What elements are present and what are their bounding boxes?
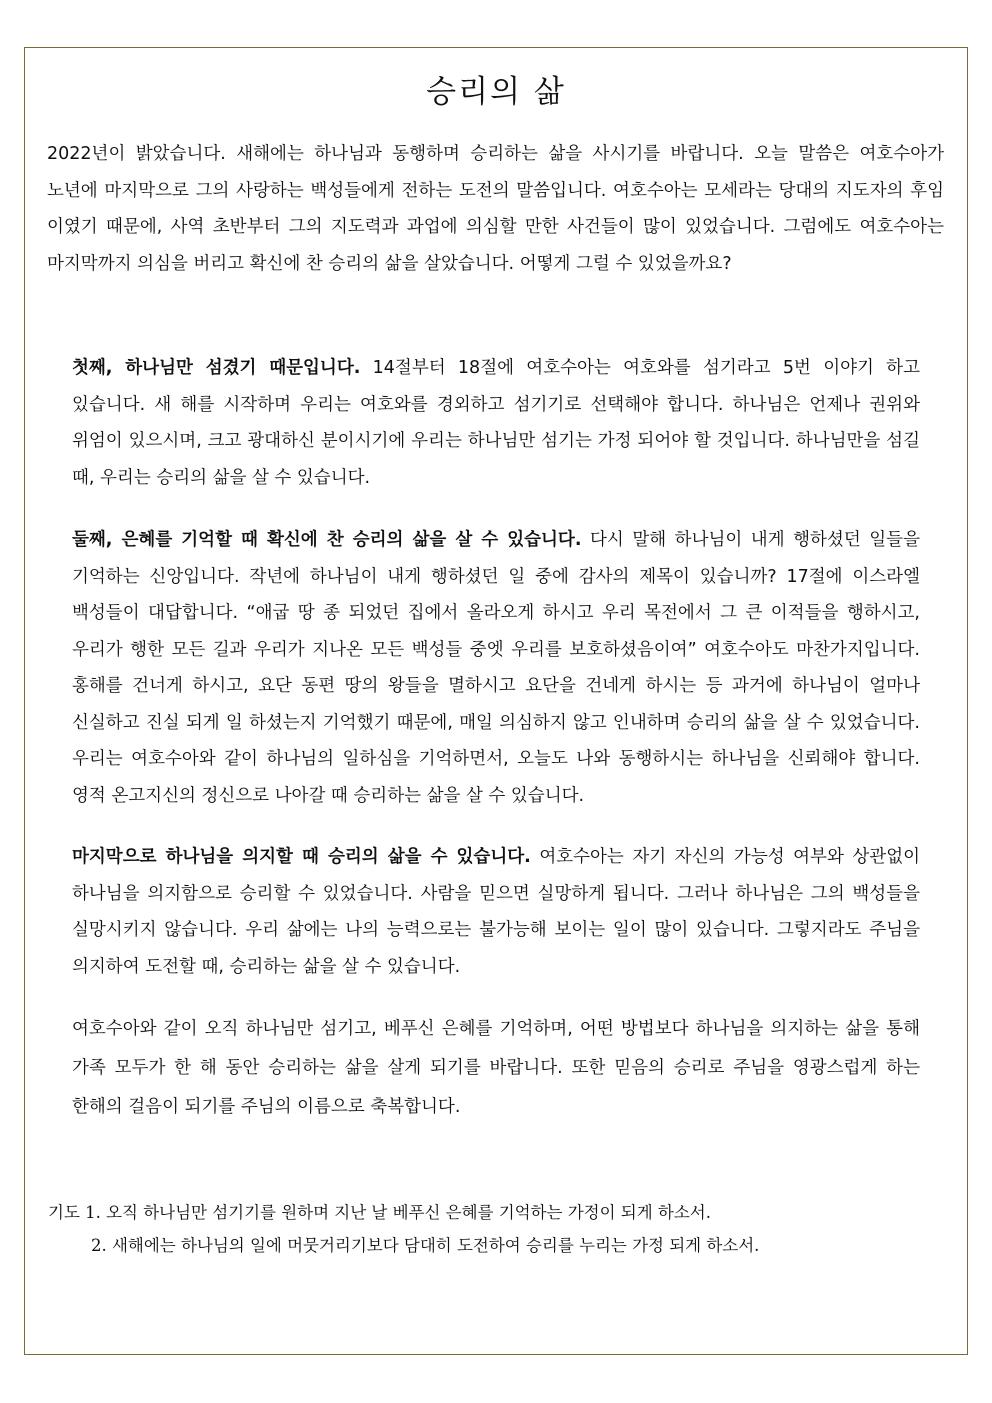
prayer-line-2: 2. 새해에는 하나님의 일에 머뭇거리기보다 담대히 도전하여 승리를 누리는 가정 되게 하소서. — [91, 1236, 760, 1255]
section-second-heading: 둘째, 은혜를 기억할 때 확신에 찬 승리의 삶을 살 수 있습니다. — [72, 530, 582, 550]
section-last — [72, 839, 920, 985]
section-first-heading: 첫째, 하나님만 섬겼기 때문입니다. — [72, 358, 361, 378]
prayer-block — [48, 1196, 759, 1262]
section-first-body: 14절부터 18절에 여호수아는 여호와를 섬기라고 5번 이야기 하고 있습니다. 새 해를 시작하며 우리는 여호와를 경외하고 섬기기로 선택해야 합니다. 하나님은 언제나 권위와 위엄이 있으시며, 크고 광대하신 분이시기에 우리는 하나님만 섬기는 가정 되어야 할 것입니다. 하나님만을 섬길 때, 우리는 승리의 삶을 살 수 있습니다. — [72, 358, 920, 488]
intro-paragraph: 2022년이 밝았습니다. 새해에는 하나님과 동행하며 승리하는 삶을 사시기를 바랍니다. 오늘 말씀은 여호수아가 노년에 마지막으로 그의 사랑하는 백성들에게 전하는 도전의 말씀입니다. 여호수아는 모세라는 당대의 지도자의 후임 이였기 때문에, 사역 초반부터 그의 지도력과 과업에 의심할 만한 사건들이 많이 있었습니다. 그럼에도 여호수아는 마지막까지 의심을 버리고 확신에 찬 승리의 삶을 살았습니다. 어떻게 그럴 수 있었을까요? — [47, 144, 944, 274]
prayer-line-1: 기도 1. 오직 하나님만 섬기기를 원하며 지난 날 베푸신 은혜를 기억하는 가정이 되게 하소서. — [48, 1203, 711, 1222]
section-first — [72, 350, 920, 496]
section-last-body: 여호수아는 자기 자신의 가능성 여부와 상관없이 하나님을 의지함으로 승리할 수 있었습니다. 사람을 믿으면 실망하게 됩니다. 그러나 하나님은 그의 백성들을 실망시키지 않습니다. 우리 삶에는 나의 능력으로는 불가능해 보이는 일이 많이 있습니다. 그렇지라도 주님을 의지하여 도전할 때, 승리하는 삶을 살 수 있습니다. — [72, 847, 920, 977]
page-title: 승리의 삶 — [426, 74, 566, 110]
section-second-body: 다시 말해 하나님이 내게 행하셨던 일들을 기억하는 신앙입니다. 작년에 하나님이 내게 행하셨던 일 중에 감사의 제목이 있습니까? 17절에 이스라엘 백성들이 대답합니다. “애굽 땅 종 되었던 집에서 올라오게 하시고 우리 목전에서 그 큰 이적들을 행하시고, 우리가 행한 모든 길과 우리가 지나온 모든 백성들 중엣 우리를 보호하셨음이여” 여호수아도 마찬가지입니다. 홍해를 건너게 하시고, 요단 동편 땅의 왕들을 멸하시고 요단을 건네게 하시는 등 과거에 하나님이 얼마나 신실하고 진실 되게 일 하셨는지 기억했기 때문에, 매일 의심하지 않고 인내하며 승리의 삶을 살 수 있었습니다. 우리는 여호수아와 같이 하나님의 일하심을 기억하면서, 오늘도 나와 동행하시는 하나님을 신뢰해야 합니다. 영적 온고지신의 정신으로 나아갈 때 승리하는 삶을 살 수 있습니다. — [72, 530, 920, 806]
section-second — [72, 522, 920, 814]
section-last-heading: 마지막으로 하나님을 의지할 때 승리의 삶을 수 있습니다. — [72, 847, 531, 867]
conclusion-paragraph: 여호수아와 같이 오직 하나님만 섬기고, 베푸신 은혜를 기억하며, 어떤 방법보다 하나님을 의지하는 삶을 통해 가족 모두가 한 해 동안 승리하는 삶을 살게 되기를 바랍니다. 또한 믿음의 승리로 주님을 영광스럽게 하는 한해의 걸음이 되기를 주님의 이름으로 축복합니다. — [72, 1019, 920, 1117]
